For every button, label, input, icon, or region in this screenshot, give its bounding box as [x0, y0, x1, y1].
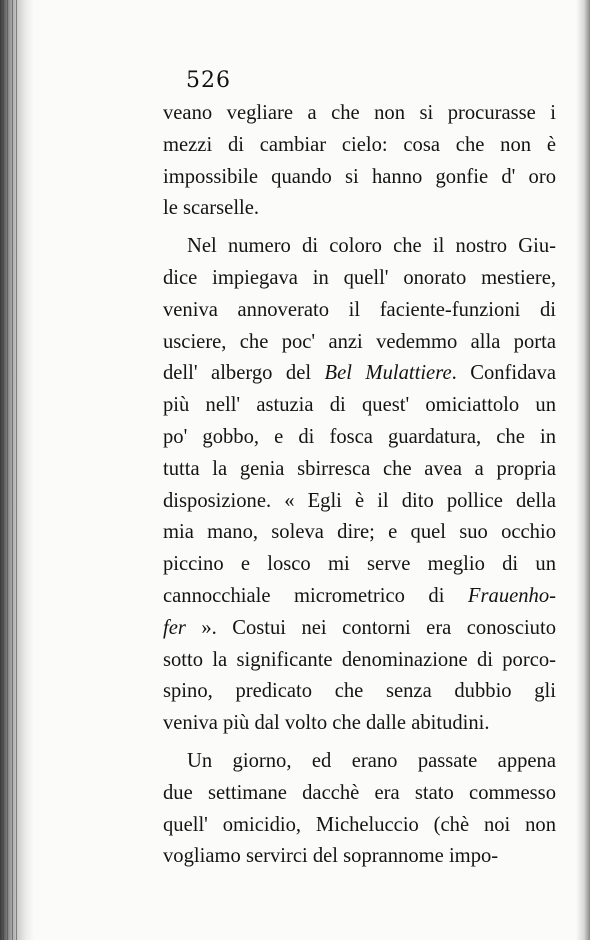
text-line: veniva annoverato il faciente-funzioni di	[163, 298, 556, 321]
text-line: tutta la genia sbirresca che avea a propria	[163, 457, 556, 480]
italic-name: Frauenho-	[467, 584, 556, 607]
text-line: cannocchiale micrometrico di Frauenho-	[163, 584, 556, 607]
text-line: spino, predicato che senza dubbio gli	[163, 680, 556, 703]
text-line: più nell' astuzia di quest' omiciattolo un	[163, 394, 556, 417]
paragraph	[163, 98, 556, 225]
text-line: vogliamo servirci del soprannome impo-	[163, 845, 499, 868]
paragraph	[163, 231, 556, 740]
page-number: 526	[186, 68, 231, 93]
binding-gutter	[0, 0, 34, 940]
text-line: due settimane dacchè era stato commesso	[163, 781, 556, 804]
text-line: piccino e losco mi serve meglio di un	[163, 553, 556, 576]
text-line: po' gobbo, e di fosca guardatura, che in	[163, 425, 556, 448]
page-right-edge	[576, 0, 590, 940]
text-line: Nel numero di coloro che il nostro Giu-	[187, 235, 556, 258]
text-line: dell' albergo del Bel Mulattiere. Confidava	[163, 362, 556, 385]
text-line: Un giorno, ed erano passate appena	[187, 749, 556, 772]
text-line: disposizione. « Egli è il dito pollice della	[163, 489, 556, 512]
text-line: usciere, che poc' anzi vedemmo alla porta	[163, 330, 556, 353]
text-line: veniva più dal volto che dalle abitudini.	[163, 712, 490, 735]
text-line: mia mano, soleva dire; e quel suo occhio	[163, 521, 556, 544]
text-line: mezzi di cambiar cielo: cosa che non è	[163, 133, 556, 156]
text-line: veano vegliare a che non si procurasse i	[163, 102, 556, 124]
italic-name: fer	[163, 616, 186, 639]
text-line: sotto la significante denominazione di porco-	[163, 648, 556, 671]
text-line: impossibile quando si hanno gonfie d' oro	[163, 165, 556, 188]
text-line: quell' omicidio, Micheluccio (chè noi non	[163, 813, 556, 836]
text-line: fer ». Costui nei contorni era conosciuto	[163, 616, 556, 639]
text-line: le scarselle.	[163, 197, 260, 220]
italic-name: Bel Mulattiere	[324, 362, 452, 385]
text-line: dice impiegava in quell' onorato mestiere,	[163, 266, 556, 289]
body-text	[163, 98, 556, 873]
paragraph	[163, 746, 556, 873]
